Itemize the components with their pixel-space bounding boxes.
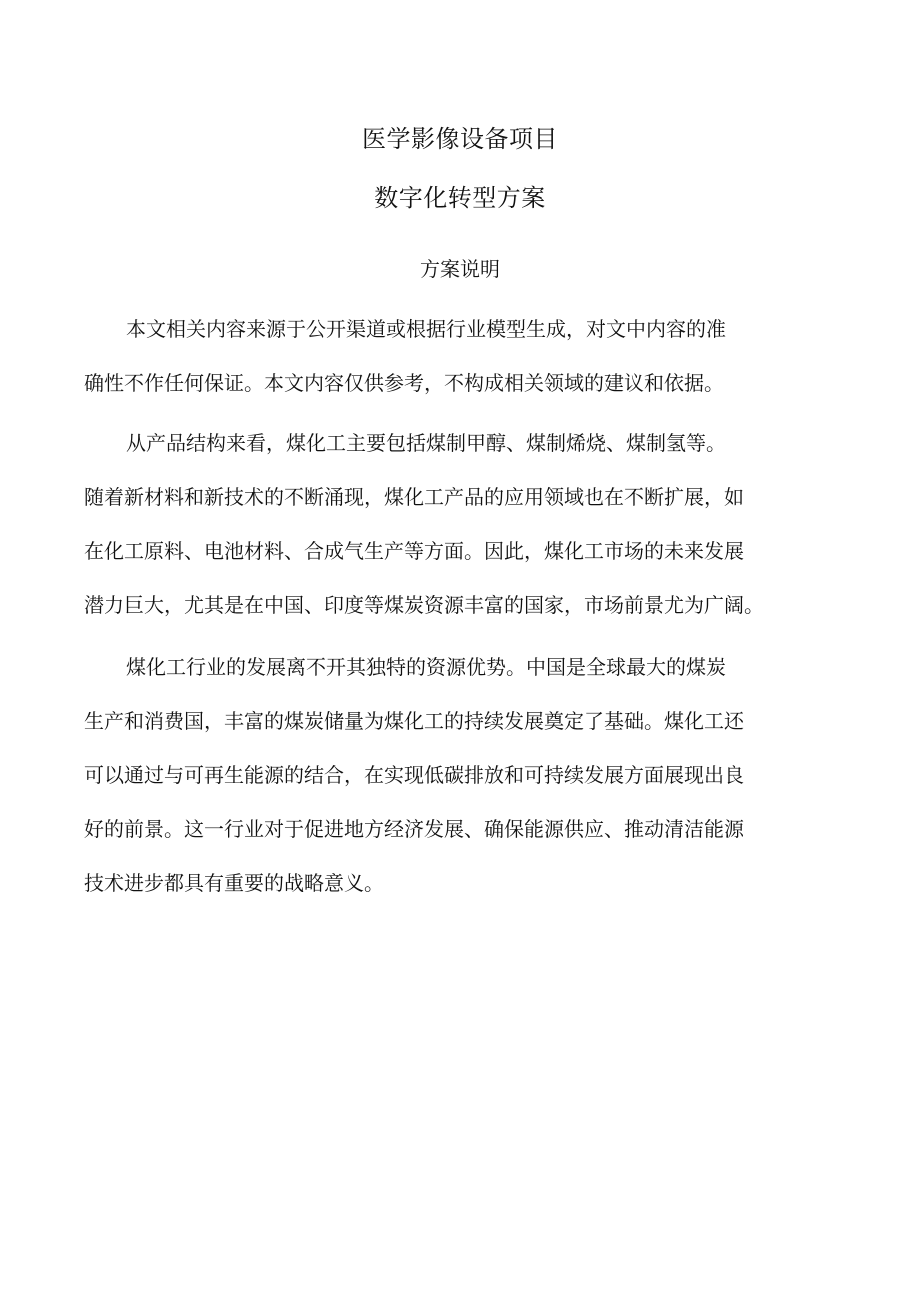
document-title-line-1: 医学影像设备项目 — [362, 125, 558, 153]
paragraph-line: 可以通过与可再生能源的结合，在实现低碳排放和可持续发展方面展现出良 — [84, 763, 744, 787]
paragraph-line: 潜力巨大，尤其是在中国、印度等煤炭资源丰富的国家，市场前景尤为广阔。 — [84, 593, 764, 617]
paragraph-line: 从产品结构来看，煤化工主要包括煤制甲醇、煤制烯烧、煤制氢等。 — [126, 431, 726, 455]
paragraph-line: 生产和消费国，丰富的煤炭储量为煤化工的持续发展奠定了基础。煤化工还 — [84, 709, 744, 733]
paragraph-line: 在化工原料、电池材料、合成气生产等方面。因此，煤化工市场的未来发展 — [84, 539, 744, 563]
paragraph-line: 确性不作任何保证。本文内容仅供参考，不构成相关领域的建议和依据。 — [84, 371, 724, 395]
paragraph-line: 随着新材料和新技术的不断涌现，煤化工产品的应用领域也在不断扩展，如 — [84, 485, 744, 509]
paragraph-line: 好的前景。这一行业对于促进地方经济发展、确保能源供应、推动清洁能源 — [84, 817, 744, 841]
paragraph-line: 本文相关内容来源于公开渠道或根据行业模型生成，对文中内容的准 — [126, 317, 726, 341]
document-title-line-2: 数字化转型方案 — [374, 184, 546, 212]
section-heading: 方案说明 — [420, 257, 500, 281]
paragraph-line: 技术进步都具有重要的战略意义。 — [84, 871, 384, 895]
paragraph-line: 煤化工行业的发展离不开其独特的资源优势。中国是全球最大的煤炭 — [126, 655, 726, 679]
